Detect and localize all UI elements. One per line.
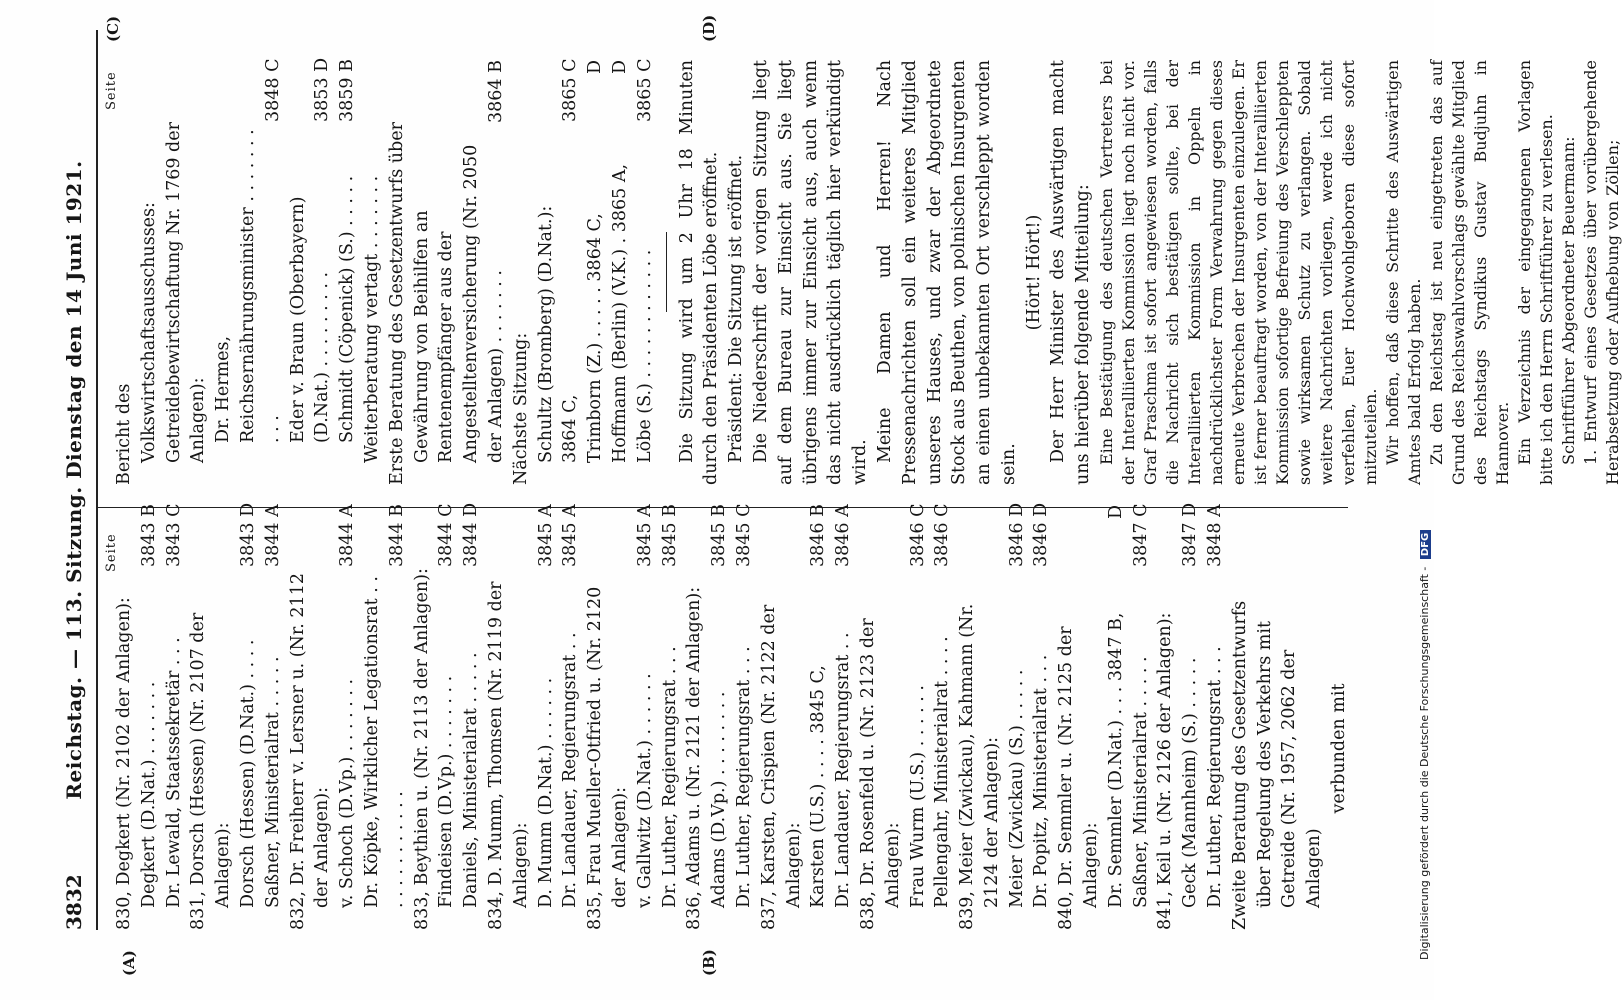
index-entry-text: Dr. Landauer, Regierungsrat . . bbox=[833, 632, 854, 908]
index-entry-text: 835, Frau Mueller-Otfried u. (Nr. 2120 der Anlagen): bbox=[585, 586, 630, 930]
index-entry bbox=[534, 60, 559, 485]
index-entry bbox=[955, 505, 1005, 930]
index-entry-text: 830, Degkert (Nr. 2102 der Anlagen): bbox=[114, 597, 134, 930]
index-entry bbox=[335, 60, 360, 485]
index-entry bbox=[434, 505, 459, 930]
index-entry bbox=[162, 505, 187, 930]
index-entry-page-ref: 3865 C bbox=[560, 58, 581, 122]
index-entry bbox=[1327, 505, 1352, 930]
index-entry bbox=[410, 505, 435, 930]
index-entry bbox=[509, 60, 534, 485]
minister-communication bbox=[1096, 60, 1624, 485]
president-statement: Präsident: Die Sitzung ist eröffnet. bbox=[726, 154, 747, 463]
index-entry-page-ref: 3845 A bbox=[535, 504, 556, 567]
interjection: (Hört! Hört!) bbox=[1023, 214, 1044, 331]
index-entry bbox=[534, 505, 559, 930]
index-entry-page-ref: 3853 D bbox=[312, 57, 333, 122]
index-entry-page-ref: 3843 D bbox=[237, 502, 258, 567]
index-entry bbox=[236, 502, 261, 930]
index-entry-text: Saßner, Ministerialrat . . . . . bbox=[1130, 656, 1151, 908]
index-entry-page-ref: 3845 A bbox=[560, 504, 581, 567]
index-entry-text: Pellengahr, Ministerialrat . . . . bbox=[932, 636, 953, 908]
index-entry-text: Daniels, Ministerialrat . . . . . bbox=[461, 652, 482, 908]
left-column-index bbox=[112, 502, 1352, 930]
index-entry-page-ref: 3846 D bbox=[1006, 502, 1027, 567]
index-entry bbox=[459, 502, 484, 930]
index-entry bbox=[484, 505, 534, 930]
index-entry-page-ref: 3843 B bbox=[138, 504, 159, 567]
index-entry-text: 839, Meier (Zwickau), Kahmann (Nr. 2124 der Anlagen): bbox=[957, 603, 1002, 930]
index-entry-text: Eder v. Braun (Oberbayern) (D.Nat.) . . . . . . . . . bbox=[287, 196, 333, 443]
communication-paragraph: Wir hoffen, daß diese Schritte des Auswärtigen Amtes bald Erfolg haben. bbox=[1383, 60, 1425, 485]
index-entry-page-ref: 3846 A bbox=[833, 504, 854, 567]
index-entry-page-ref: 3845 C bbox=[733, 503, 754, 567]
index-entry-text: Degkert (D.Nat.) . . . . . . . bbox=[138, 681, 159, 908]
index-entry-page-ref: 3846 C bbox=[932, 503, 953, 567]
index-entry-page-ref: 3846 C bbox=[907, 503, 928, 567]
dfg-logo: DFG bbox=[1420, 530, 1431, 559]
index-entry bbox=[1203, 505, 1228, 930]
index-entry bbox=[1228, 505, 1327, 930]
index-entry bbox=[1054, 505, 1104, 930]
index-entry bbox=[1153, 505, 1178, 930]
index-entry-text: Dr. Luther, Regierungsrat . . . bbox=[659, 646, 680, 908]
index-entry bbox=[211, 60, 285, 485]
session-opening: Die Sitzung wird um 2 Uhr 18 Minuten durch den Präsidenten Löbe eröffnet. bbox=[676, 60, 722, 485]
index-entry-text: Meier (Zwickau) (S.) . . . . . bbox=[1006, 669, 1027, 908]
index-entry bbox=[385, 60, 509, 485]
minister-intro: Der Herr Minister des Auswärtigen macht uns hierüber folgende Mitteilung: bbox=[1048, 60, 1094, 485]
index-entry bbox=[906, 505, 931, 930]
index-entry-page-ref: 3859 B bbox=[337, 59, 358, 122]
index-entry bbox=[1005, 502, 1030, 930]
index-entry-text: Saßner, Ministerialrat . . . . . bbox=[262, 656, 283, 908]
index-entry bbox=[558, 60, 583, 485]
index-entry bbox=[1129, 505, 1154, 930]
index-entry-page-ref: D bbox=[1105, 505, 1126, 520]
index-entry bbox=[558, 505, 583, 930]
index-entry-text: 837, Karsten, Crispien (Nr. 2122 der Anlagen): bbox=[758, 604, 804, 930]
index-entry-text: Bericht des Volkswirtschaftsausschusses: Getreidebewirtschaftung Nr. 1769 der Anlagen): bbox=[114, 122, 209, 485]
communication-paragraph: Schriftführer Abgeordneter Beuermann: bbox=[1559, 136, 1579, 465]
page-title: Reichstag. — 113. Sitzung. Dienstag den 14 Juni 1921. bbox=[62, 160, 86, 800]
index-entry bbox=[831, 505, 856, 930]
index-entry bbox=[261, 505, 286, 930]
index-entry-page-ref: 3844 C bbox=[436, 503, 457, 567]
index-entry bbox=[608, 60, 633, 485]
index-entry bbox=[112, 505, 137, 930]
communication-paragraph: Zu den Reichstag ist neu eingetreten das auf Grund des Reichswahlvorschlags gewählte Mitglied des Reichstags Syndikus Gustav Budjuhn in Hannover. bbox=[1427, 60, 1513, 485]
index-entry bbox=[186, 505, 236, 930]
index-entry-text: Adams (D.Vp.) . . . . . . . . bbox=[709, 691, 730, 908]
section-divider bbox=[666, 233, 667, 313]
index-entry-text: Nächste Sitzung: bbox=[510, 332, 531, 485]
index-entry-text: Erste Beratung des Gesetzentwurfs über Gewährung von Beihilfen an Rentenempfänger aus der Angestelltenversicherung (Nr. 2050 der Anlagen) . . . . . . . bbox=[386, 122, 506, 485]
margin-mark-b: (B) bbox=[700, 949, 718, 976]
index-entry bbox=[1029, 502, 1054, 930]
index-entry-text: Dr. Hermes, Reichsernährungsminister . . . . . . . . . . bbox=[213, 129, 283, 443]
index-entry-page-ref: D bbox=[609, 60, 630, 75]
index-entry-text: 832, Dr. Freiherr v. Lersner u. (Nr. 2112 der Anlagen): bbox=[287, 573, 333, 930]
index-entry bbox=[286, 57, 336, 485]
index-entry-page-ref: 3864 B bbox=[485, 60, 506, 123]
index-entry-text: Geck (Mannheim) (S.) . . . . . bbox=[1180, 657, 1201, 908]
index-entry bbox=[360, 60, 385, 485]
index-entry-page-ref: 3846 B bbox=[808, 504, 829, 567]
index-entry-text: Dr. Luther, Regierungsrat . . . bbox=[1205, 646, 1226, 908]
page-number: 3832 bbox=[62, 874, 86, 930]
index-entry-text: 831, Dorsch (Hessen) (Nr. 2107 der Anlagen): bbox=[188, 612, 234, 930]
communication-paragraph: 1. Entwurf eines Gesetzes über vorübergehende Herabsetzung oder Aufhebung von Zöllen; bbox=[1581, 60, 1623, 485]
index-entry bbox=[335, 505, 360, 930]
index-entry bbox=[633, 60, 658, 485]
index-entry-text: Dr. Landauer, Regierungsrat . . bbox=[560, 632, 581, 908]
index-entry bbox=[930, 505, 955, 930]
index-entry bbox=[360, 505, 410, 930]
index-entry-text: Frau Wurm (U.S.) . . . . . . bbox=[907, 685, 928, 908]
index-entry bbox=[633, 505, 658, 930]
index-entry-page-ref: 3845 A bbox=[634, 504, 655, 567]
index-entry bbox=[682, 505, 707, 930]
index-entry-page-ref: 3844 A bbox=[262, 504, 283, 567]
index-entry-page-ref: 3845 B bbox=[659, 504, 680, 567]
index-entry-text: Dr. Lewald, Staatssekretär . . . bbox=[163, 637, 184, 908]
index-entry-page-ref: 3844 D bbox=[461, 502, 482, 567]
index-entry-text: Hoffmann (Berlin) (V.K.) . 3865 A, bbox=[609, 163, 630, 463]
index-entry bbox=[658, 505, 683, 930]
index-entry-page-ref: 3844 A bbox=[337, 504, 358, 567]
index-entry-text: v. Gallwitz (D.Nat.) . . . . . . bbox=[634, 673, 655, 908]
index-entry-text: Schmidt (Cöpenick) (S.) . . . . . bbox=[337, 175, 358, 443]
footer-credit bbox=[1418, 530, 1431, 960]
margin-mark-c: (C) bbox=[104, 15, 122, 42]
right-column-index bbox=[112, 57, 658, 485]
index-entry bbox=[286, 505, 336, 930]
index-entry-text: Dorsch (Hessen) (D.Nat.) . . . . bbox=[237, 639, 258, 908]
index-entry-page-ref: 3845 B bbox=[709, 504, 730, 567]
index-entry-text: Trimborn (Z.) . . . . . 3864 C, bbox=[585, 213, 606, 463]
footer-text: Digitalisierung gefördert durch die Deutsche Forschungsgemeinschaft - bbox=[1418, 566, 1431, 960]
index-entry-text: 838, Dr. Rosenfeld u. (Nr. 2123 der Anlagen): bbox=[857, 618, 903, 930]
page-header bbox=[62, 30, 98, 930]
press-report: Meine Damen und Herren! Nach Pressenachrichten soll ein weiteres Mitglied unseres Hauses, und zwar der Abgeordnete Stock aus Beuthen, von polnischen Insurgenten an einen unbekannten Ort verschleppt worden sein. bbox=[874, 60, 1019, 485]
index-entry-text: Findeisen (D.Vp.) . . . . . . . bbox=[436, 675, 457, 908]
index-entry bbox=[806, 505, 831, 930]
index-entry bbox=[732, 505, 757, 930]
index-entry-page-ref: 3847 C bbox=[1130, 503, 1151, 567]
index-entry-page-ref: D bbox=[585, 60, 606, 75]
index-entry-text: v. Schoch (D.Vp.) . . . . . . . bbox=[337, 678, 358, 908]
index-entry bbox=[583, 505, 633, 930]
index-entry-text: 841, Keil u. (Nr. 2126 der Anlagen): bbox=[1155, 612, 1176, 930]
index-entry-page-ref: 3843 C bbox=[163, 503, 184, 567]
index-entry-text: Karsten (U.S.) . . . . 3845 C, bbox=[808, 665, 829, 908]
index-entry-text: 3864 C, bbox=[560, 394, 581, 463]
minutes-notice: Die Niederschrift der vorigen Sitzung liegt auf dem Bureau zur Einsicht aus. Sie liegt übrigens immer zur Einsicht aus, auch wenn das nicht ausdrücklich täglich hier verkündigt wird. bbox=[750, 60, 871, 485]
index-entry-text: 834, D. Mumm, Thomsen (Nr. 2119 der Anlagen): bbox=[485, 581, 531, 930]
index-entry bbox=[1104, 505, 1129, 930]
index-entry-text: Dr. Luther, Regierungsrat . . . bbox=[733, 646, 754, 908]
communication-paragraph: Eine Bestätigung des deutschen Vertreters bei der Interalliierten Kommission liegt noch nicht vor. Graf Praschma ist sofort angewiesen worden, falls die Nachricht sich bestätigen sollte, bei der Interalliierten Kommission in Oppeln in nachdrücklichster Form Verwahrung gegen dieses erneute Verbrechen der Insurgenten einzulegen. Er ist ferner beauftragt worden, von der Interalliierten Kommission sofortige Befreiung des Verschleppten sowie wirksamen Schutz zu verlangen. Sobald weitere Nachrichten vorliegen, werde ich nicht verfehlen, Euer Hochwohlgeboren diese sofort mitzuteilen. bbox=[1097, 60, 1381, 485]
index-entry-text: Dr. Popitz, Ministerialrat . . . bbox=[1031, 654, 1052, 908]
index-entry-text: Dr. Semmler (D.Nat.) . . . 3847 B, bbox=[1105, 612, 1126, 908]
margin-mark-a: (A) bbox=[120, 950, 138, 976]
right-column bbox=[112, 57, 1624, 485]
index-entry-text: 836, Adams u. (Nr. 2121 der Anlagen): bbox=[684, 586, 705, 930]
index-entry bbox=[137, 505, 162, 930]
index-entry-page-ref: 3844 B bbox=[386, 504, 407, 567]
index-entry-text: Dr. Köpke, Wirklicher Legationsrat . . . . . . . . . . . . . bbox=[361, 576, 407, 908]
margin-mark-d: (D) bbox=[700, 14, 718, 42]
index-entry-text: Zweite Beratung des Gesetzentwurfs über Regelung des Verkehrs mit Getreide (Nr. 1957, 2062 der Anlagen) bbox=[1229, 600, 1325, 930]
seite-label-right: Seite bbox=[104, 71, 119, 110]
index-entry-text: D. Mumm (D.Nat.) . . . . . . bbox=[535, 677, 556, 908]
index-entry-text: 833, Beythien u. (Nr. 2113 der Anlagen): bbox=[411, 568, 432, 930]
index-entry-text: Löbe (S.) . . . . . . . . . . . . bbox=[634, 249, 655, 463]
index-entry-page-ref: 3848 A bbox=[1205, 504, 1226, 567]
index-entry-text: verbunden mit bbox=[1329, 683, 1350, 814]
index-entry-page-ref: 3847 D bbox=[1180, 502, 1201, 567]
index-entry bbox=[583, 60, 608, 485]
index-entry bbox=[1178, 502, 1203, 930]
seite-label-left: Seite bbox=[104, 533, 119, 572]
index-entry bbox=[707, 505, 732, 930]
index-entry bbox=[856, 505, 906, 930]
index-entry-text: Schultz (Bromberg) (D.Nat.): bbox=[535, 205, 556, 463]
communication-paragraph: Ein Verzeichnis der eingegangenen Vorlagen bitte ich den Herrn Schriftführer zu verlesen. bbox=[1515, 60, 1557, 485]
index-entry-text: 840, Dr. Semmler u. (Nr. 2125 der Anlagen): bbox=[1056, 626, 1102, 930]
index-entry-page-ref: 3865 C bbox=[634, 58, 655, 122]
index-entry-page-ref: 3846 D bbox=[1031, 502, 1052, 567]
index-entry bbox=[757, 505, 807, 930]
index-entry bbox=[112, 60, 211, 485]
index-entry-page-ref: 3848 C bbox=[262, 58, 283, 122]
index-entry-text: Weiterberatung vertagt . . . . . . . bbox=[361, 175, 382, 463]
